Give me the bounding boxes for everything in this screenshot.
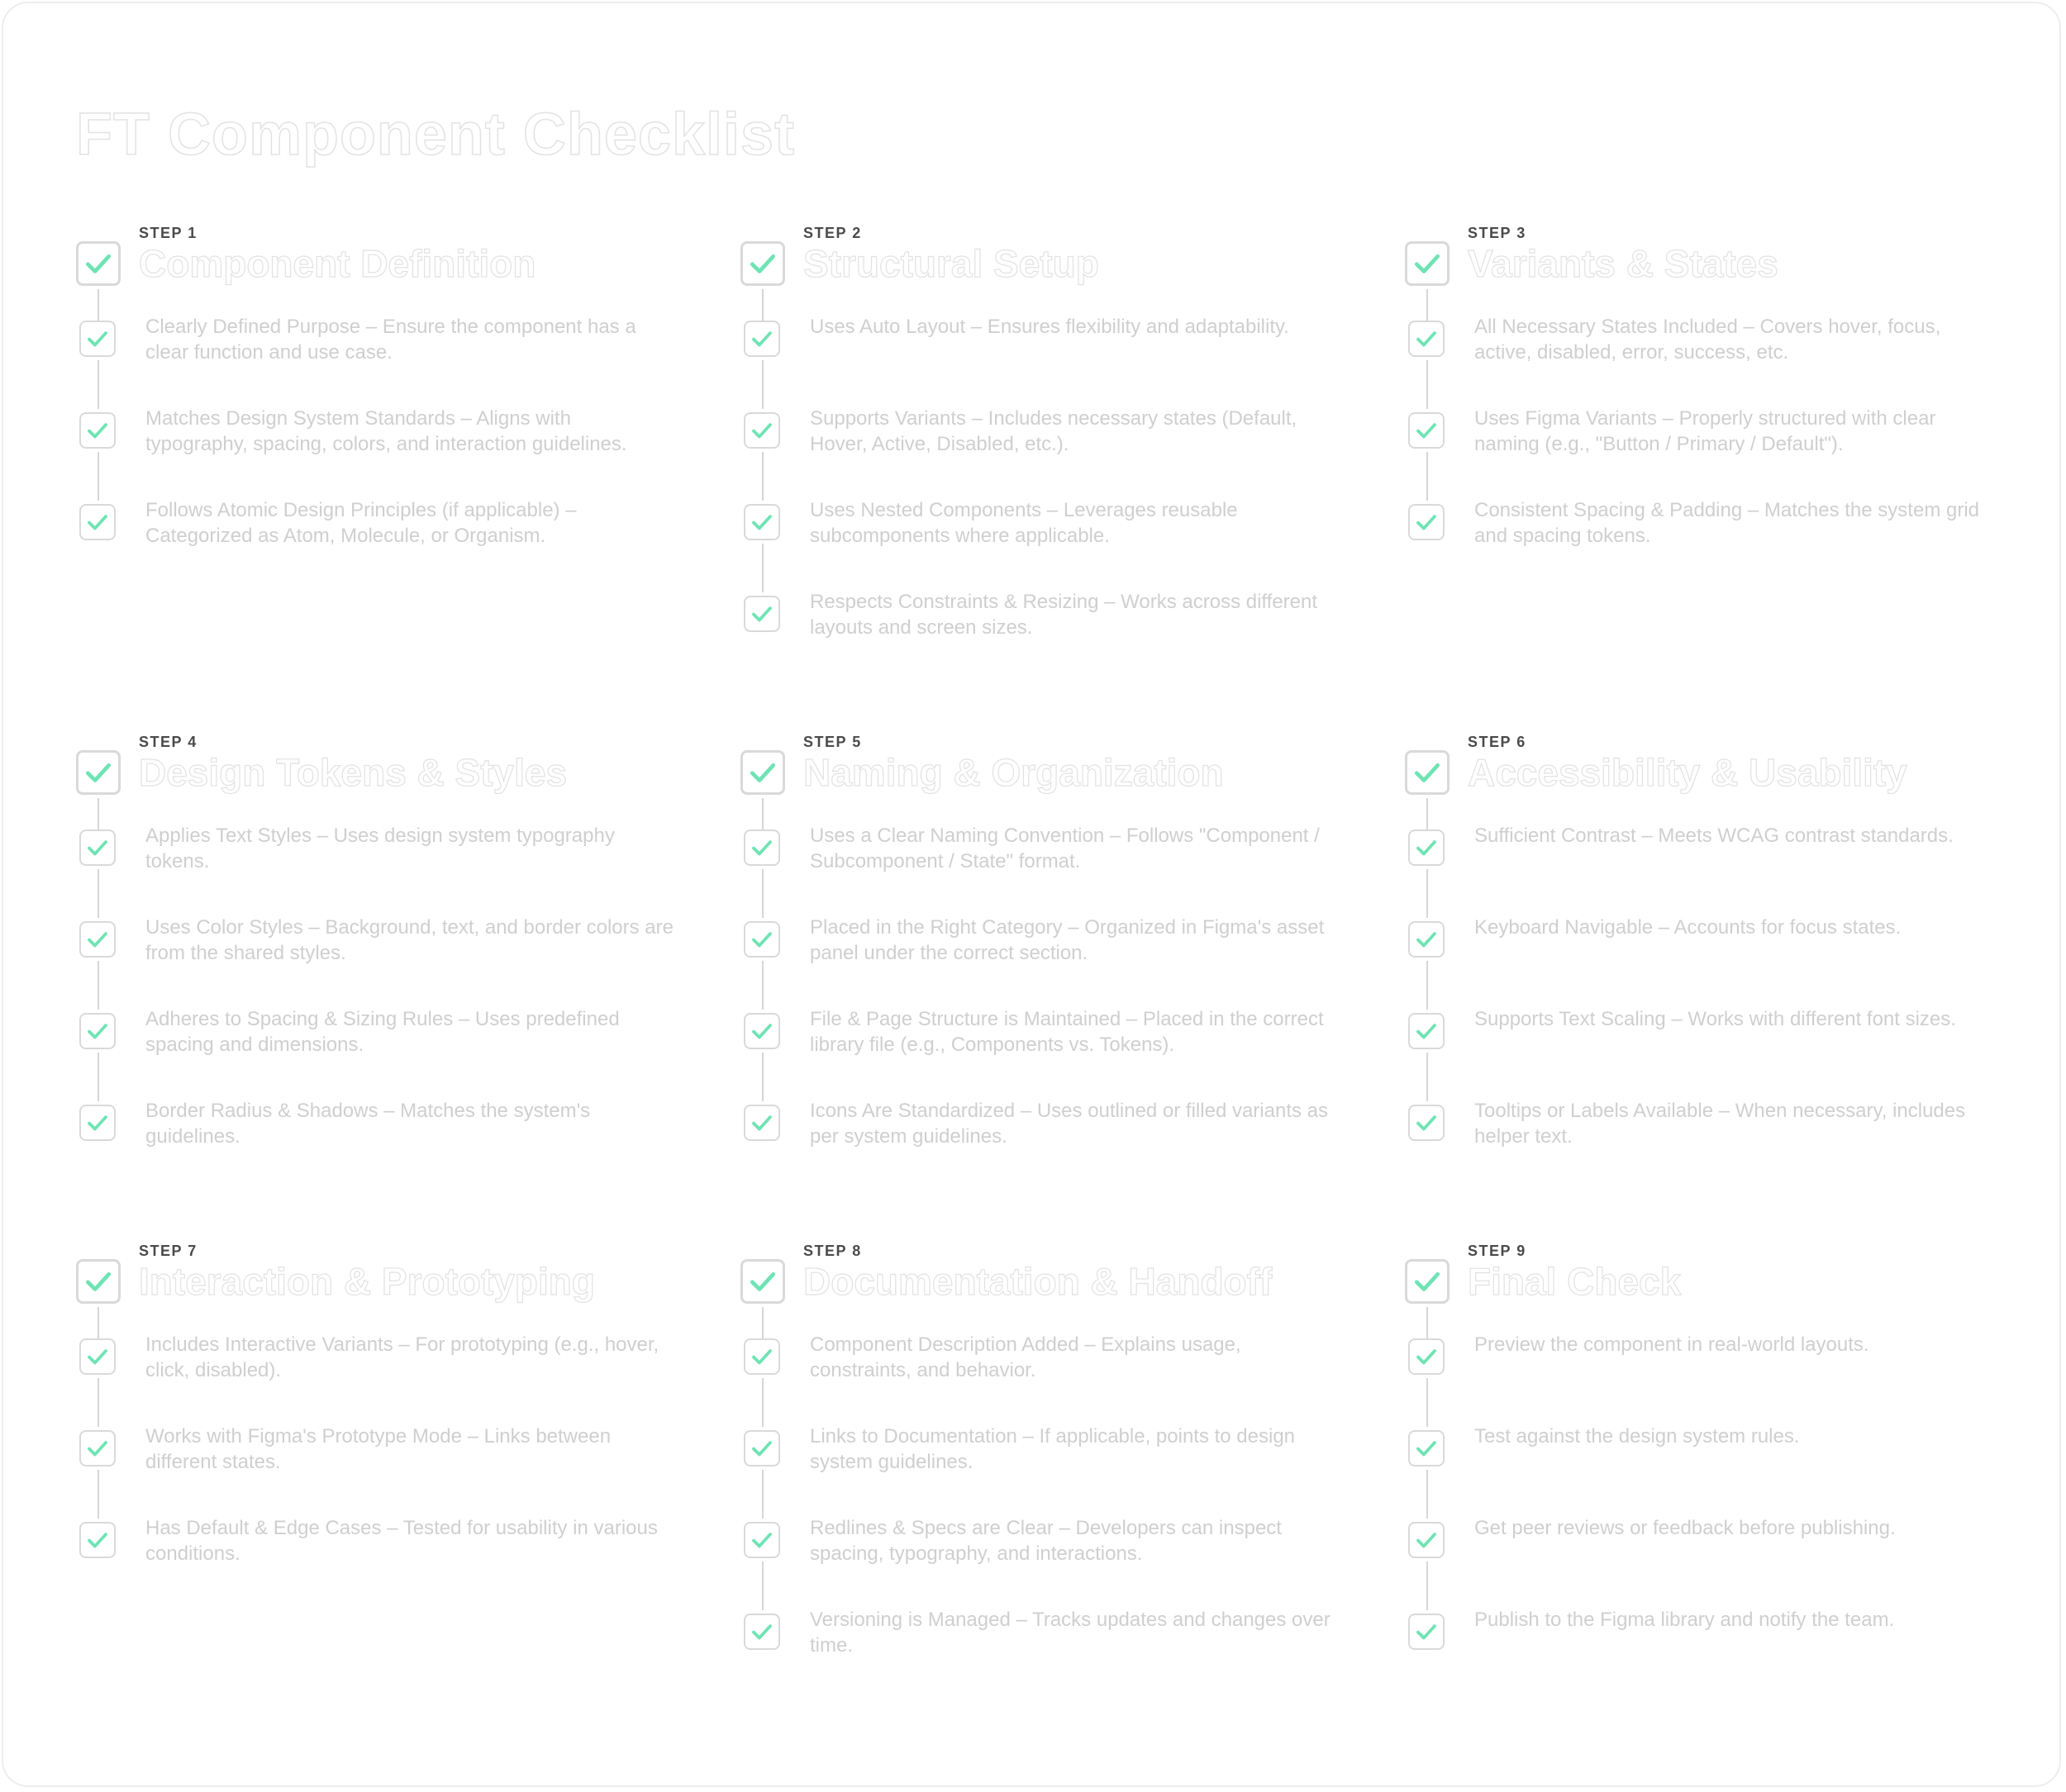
checklist-item	[1407, 915, 2035, 981]
checklist-item	[78, 406, 706, 472]
item-checkbox[interactable]	[744, 412, 780, 449]
section-title: Naming & Organization	[803, 751, 1224, 794]
item-checkbox[interactable]	[79, 1013, 116, 1049]
checklist-item	[78, 1098, 706, 1164]
check-mark-glyph	[750, 1436, 774, 1461]
checklist-item-text: Border Radius & Shadows – Matches the system's guidelines.	[145, 1100, 591, 1148]
step-label: STEP 6	[1468, 734, 1526, 750]
check-mark-glyph	[750, 326, 774, 351]
checklist-section	[740, 220, 1405, 729]
check-mark-glyph	[85, 1110, 110, 1135]
checklist-item-text: Consistent Spacing & Padding – Matches the system grid and spacing tokens.	[1474, 499, 1979, 547]
check-mark-glyph	[85, 418, 110, 443]
connector-line	[762, 869, 764, 918]
section-title: Accessibility & Usability	[1468, 751, 1907, 794]
section-title: Structural Setup	[803, 242, 1099, 285]
check-mark-glyph	[747, 1266, 778, 1297]
checklist-item	[742, 1607, 1370, 1673]
checklist-item-text: Includes Interactive Variants – For prototyping (e.g., hover, click, disabled).	[145, 1333, 659, 1381]
connector-line	[1426, 869, 1428, 918]
check-mark-glyph	[85, 326, 110, 351]
checklist-item-text: Follows Atomic Design Principles (if applicable) – Categorized as Atom, Molecule, or Organism.	[145, 499, 577, 547]
check-mark-glyph	[1414, 835, 1439, 860]
item-checkbox[interactable]	[1408, 1614, 1445, 1650]
checklist-item-text: Component Description Added – Explains usage, constraints, and behavior.	[810, 1333, 1241, 1381]
check-mark-glyph	[85, 1528, 110, 1552]
checklist-item-text: File & Page Structure is Maintained – Placed in the correct library file (e.g., Components vs. Tokens).	[810, 1008, 1324, 1056]
check-mark-glyph	[750, 927, 774, 952]
checklist-section	[740, 1238, 1405, 1700]
check-mark-glyph	[1414, 1436, 1439, 1461]
section-title: Final Check	[1468, 1260, 1682, 1303]
check-mark-glyph	[1414, 1110, 1439, 1135]
section-title: Variants & States	[1468, 242, 1778, 285]
step-label: STEP 8	[803, 1243, 862, 1259]
connector-line	[1426, 452, 1428, 501]
check-mark-glyph	[1414, 418, 1439, 443]
item-checkbox[interactable]	[1408, 504, 1445, 540]
checklist-item-text: Uses Nested Components – Leverages reusable subcomponents where applicable.	[810, 499, 1238, 547]
check-mark-glyph	[1411, 757, 1443, 788]
connector-line	[762, 452, 764, 501]
checklist-item-text: Icons Are Standardized – Uses outlined or filled variants as per system guidelines.	[810, 1100, 1329, 1148]
item-checkbox[interactable]	[1408, 1105, 1445, 1141]
item-checkbox[interactable]	[1408, 1430, 1445, 1466]
check-mark-glyph	[1411, 248, 1443, 279]
item-checkbox[interactable]	[79, 1338, 116, 1375]
section-checkbox[interactable]	[740, 750, 785, 795]
check-mark-glyph	[750, 835, 774, 860]
checklist-item-text: Links to Documentation – If applicable, points to design system guidelines.	[810, 1425, 1296, 1473]
connector-line	[1426, 1378, 1428, 1427]
item-checkbox[interactable]	[1408, 921, 1445, 958]
connector-line	[98, 961, 99, 1010]
page-title: FT Component Checklist	[76, 102, 796, 168]
step-label: STEP 1	[139, 225, 198, 241]
checklist-item-text: Versioning is Managed – Tracks updates and changes over time.	[810, 1609, 1331, 1657]
check-mark-glyph	[750, 601, 774, 626]
checklist-item	[1407, 1098, 2035, 1164]
check-mark-glyph	[83, 757, 114, 788]
item-checkbox[interactable]	[744, 921, 780, 958]
item-checkbox[interactable]	[1408, 1522, 1445, 1558]
check-mark-glyph	[750, 418, 774, 443]
item-checkbox[interactable]	[79, 1522, 116, 1558]
checklist-item	[742, 314, 1370, 380]
checklist-item-text: Clearly Defined Purpose – Ensure the component has a clear function and use case.	[145, 316, 636, 364]
check-mark-glyph	[1411, 1266, 1443, 1297]
check-mark-glyph	[83, 248, 114, 279]
checklist-item-text: Uses Auto Layout – Ensures flexibility and adaptability.	[810, 316, 1289, 338]
checklist-item-text: Uses Figma Variants – Properly structured with clear naming (e.g., "Button / Primary / Default").	[1474, 407, 1936, 455]
checklist-section	[76, 220, 740, 729]
section-checkbox[interactable]	[76, 1259, 121, 1304]
sections-grid	[76, 220, 2010, 1700]
checklist-item	[78, 497, 706, 563]
check-mark-glyph	[750, 1528, 774, 1552]
step-label: STEP 2	[803, 225, 862, 241]
check-mark-glyph	[85, 835, 110, 860]
item-checkbox[interactable]	[744, 321, 780, 357]
section-checkbox[interactable]	[740, 241, 785, 286]
section-title: Interaction & Prototyping	[139, 1260, 595, 1303]
item-checkbox[interactable]	[79, 921, 116, 958]
check-mark-glyph	[85, 1436, 110, 1461]
check-mark-glyph	[747, 248, 778, 279]
item-checkbox[interactable]	[1408, 829, 1445, 866]
checklist-item	[78, 1332, 706, 1398]
connector-line	[98, 1378, 99, 1427]
checklist-item	[78, 314, 706, 380]
checklist-item	[742, 1098, 1370, 1164]
check-mark-glyph	[747, 757, 778, 788]
section-checkbox[interactable]	[1405, 241, 1450, 286]
checklist-item-text: All Necessary States Included – Covers hover, focus, active, disabled, error, success, etc.	[1474, 316, 1941, 364]
connector-line	[98, 1053, 99, 1101]
checklist-item-text: Get peer reviews or feedback before publishing.	[1474, 1517, 1896, 1539]
check-mark-glyph	[1414, 510, 1439, 535]
connector-line	[762, 360, 764, 409]
checklist-section	[1405, 1238, 2010, 1700]
check-mark-glyph	[85, 1344, 110, 1369]
checklist-item-text: Test against the design system rules.	[1474, 1425, 1800, 1447]
step-label: STEP 5	[803, 734, 862, 750]
item-checkbox[interactable]	[744, 1430, 780, 1466]
checklist-item	[742, 406, 1370, 472]
checklist-item	[78, 915, 706, 981]
checklist-item	[1407, 823, 2035, 889]
checklist-item-text: Matches Design System Standards – Aligns with typography, spacing, colors, and interaction guidelines.	[145, 407, 627, 455]
checklist-item-text: Uses Color Styles – Background, text, and border colors are from the shared styles.	[145, 916, 674, 964]
connector-line	[1426, 360, 1428, 409]
connector-line	[762, 961, 764, 1010]
check-mark-glyph	[1414, 927, 1439, 952]
connector-line	[1426, 961, 1428, 1010]
checklist-item-text: Placed in the Right Category – Organized in Figma's asset panel under the correct section.	[810, 916, 1325, 964]
item-checkbox[interactable]	[744, 829, 780, 866]
item-checkbox[interactable]	[79, 504, 116, 540]
checklist-item	[78, 1515, 706, 1581]
checklist-board	[2, 2, 2061, 1787]
checklist-item	[1407, 406, 2035, 472]
connector-line	[762, 1378, 764, 1427]
checklist-item	[742, 1515, 1370, 1581]
section-title: Documentation & Handoff	[803, 1260, 1273, 1303]
item-checkbox[interactable]	[79, 321, 116, 357]
checklist-item	[1407, 1607, 2035, 1673]
checklist-item	[742, 589, 1370, 655]
checklist-item-text: Works with Figma's Prototype Mode – Links between different states.	[145, 1425, 612, 1473]
section-checkbox[interactable]	[76, 241, 121, 286]
checklist-item	[1407, 497, 2035, 563]
section-checkbox[interactable]	[1405, 1259, 1450, 1304]
step-label: STEP 3	[1468, 225, 1526, 241]
item-checkbox[interactable]	[79, 412, 116, 449]
item-checkbox[interactable]	[79, 1430, 116, 1466]
step-label: STEP 4	[139, 734, 198, 750]
item-checkbox[interactable]	[1408, 321, 1445, 357]
checklist-item	[742, 497, 1370, 563]
connector-line	[1426, 1053, 1428, 1101]
checklist-item	[742, 1006, 1370, 1072]
checklist-item-text: Supports Text Scaling – Works with different font sizes.	[1474, 1008, 1956, 1030]
section-title: Component Definition	[139, 242, 536, 285]
connector-line	[762, 1470, 764, 1519]
section-checkbox[interactable]	[740, 1259, 785, 1304]
check-mark-glyph	[750, 1619, 774, 1644]
checklist-item-text: Keyboard Navigable – Accounts for focus states.	[1474, 916, 1902, 939]
connector-line	[98, 452, 99, 501]
item-checkbox[interactable]	[744, 504, 780, 540]
checklist-section	[1405, 729, 2010, 1238]
connector-line	[98, 1470, 99, 1519]
check-mark-glyph	[1414, 1528, 1439, 1552]
checklist-item	[78, 823, 706, 889]
check-mark-glyph	[1414, 326, 1439, 351]
check-mark-glyph	[1414, 1344, 1439, 1369]
checklist-item	[742, 1424, 1370, 1490]
check-mark-glyph	[1414, 1619, 1439, 1644]
item-checkbox[interactable]	[744, 596, 780, 632]
checklist-item-text: Respects Constraints & Resizing – Works across different layouts and screen sizes.	[810, 591, 1318, 639]
checklist-item-text: Sufficient Contrast – Meets WCAG contrast standards.	[1474, 825, 1954, 847]
checklist-item	[1407, 1424, 2035, 1490]
checklist-item-text: Redlines & Specs are Clear – Developers can inspect spacing, typography, and interactions.	[810, 1517, 1282, 1565]
check-mark-glyph	[83, 1266, 114, 1297]
connector-line	[762, 1561, 764, 1610]
step-label: STEP 9	[1468, 1243, 1526, 1259]
checklist-item	[1407, 1515, 2035, 1581]
item-checkbox[interactable]	[744, 1338, 780, 1375]
checklist-item	[78, 1006, 706, 1072]
check-mark-glyph	[85, 510, 110, 535]
check-mark-glyph	[750, 1019, 774, 1043]
checklist-item-text: Publish to the Figma library and notify the team.	[1474, 1609, 1895, 1631]
checklist-section	[1405, 220, 2010, 729]
checklist-item	[1407, 1006, 2035, 1072]
check-mark-glyph	[85, 1019, 110, 1043]
checklist-item-text: Has Default & Edge Cases – Tested for usability in various conditions.	[145, 1517, 658, 1565]
connector-line	[98, 360, 99, 409]
check-mark-glyph	[750, 510, 774, 535]
check-mark-glyph	[750, 1344, 774, 1369]
checklist-item-text: Applies Text Styles – Uses design system typography tokens.	[145, 825, 615, 872]
item-checkbox[interactable]	[744, 1614, 780, 1650]
section-checkbox[interactable]	[76, 750, 121, 795]
checklist-item	[78, 1424, 706, 1490]
item-checkbox[interactable]	[744, 1522, 780, 1558]
check-mark-glyph	[85, 927, 110, 952]
checklist-item	[742, 823, 1370, 889]
checklist-item-text: Supports Variants – Includes necessary states (Default, Hover, Active, Disabled, etc.).	[810, 407, 1297, 455]
item-checkbox[interactable]	[1408, 1013, 1445, 1049]
item-checkbox[interactable]	[79, 829, 116, 866]
checklist-item-text: Preview the component in real-world layouts.	[1474, 1333, 1869, 1356]
step-label: STEP 7	[139, 1243, 198, 1259]
checklist-item-text: Tooltips or Labels Available – When necessary, includes helper text.	[1474, 1100, 1966, 1148]
connector-line	[762, 544, 764, 592]
check-mark-glyph	[750, 1110, 774, 1135]
checklist-item	[1407, 314, 2035, 380]
checklist-item-text: Uses a Clear Naming Convention – Follows "Component / Subcomponent / State" format.	[810, 825, 1320, 872]
checklist-section	[76, 1238, 740, 1700]
section-checkbox[interactable]	[1405, 750, 1450, 795]
checklist-item-text: Adheres to Spacing & Sizing Rules – Uses predefined spacing and dimensions.	[145, 1008, 620, 1056]
item-checkbox[interactable]	[744, 1013, 780, 1049]
check-mark-glyph	[1414, 1019, 1439, 1043]
connector-line	[762, 1053, 764, 1101]
section-title: Design Tokens & Styles	[139, 751, 568, 794]
connector-line	[1426, 1561, 1428, 1610]
checklist-section	[740, 729, 1405, 1238]
checklist-section	[76, 729, 740, 1238]
item-checkbox[interactable]	[744, 1105, 780, 1141]
checklist-item	[742, 1332, 1370, 1398]
checklist-item	[1407, 1332, 2035, 1398]
item-checkbox[interactable]	[79, 1105, 116, 1141]
item-checkbox[interactable]	[1408, 412, 1445, 449]
checklist-item	[742, 915, 1370, 981]
connector-line	[98, 869, 99, 918]
connector-line	[1426, 1470, 1428, 1519]
item-checkbox[interactable]	[1408, 1338, 1445, 1375]
